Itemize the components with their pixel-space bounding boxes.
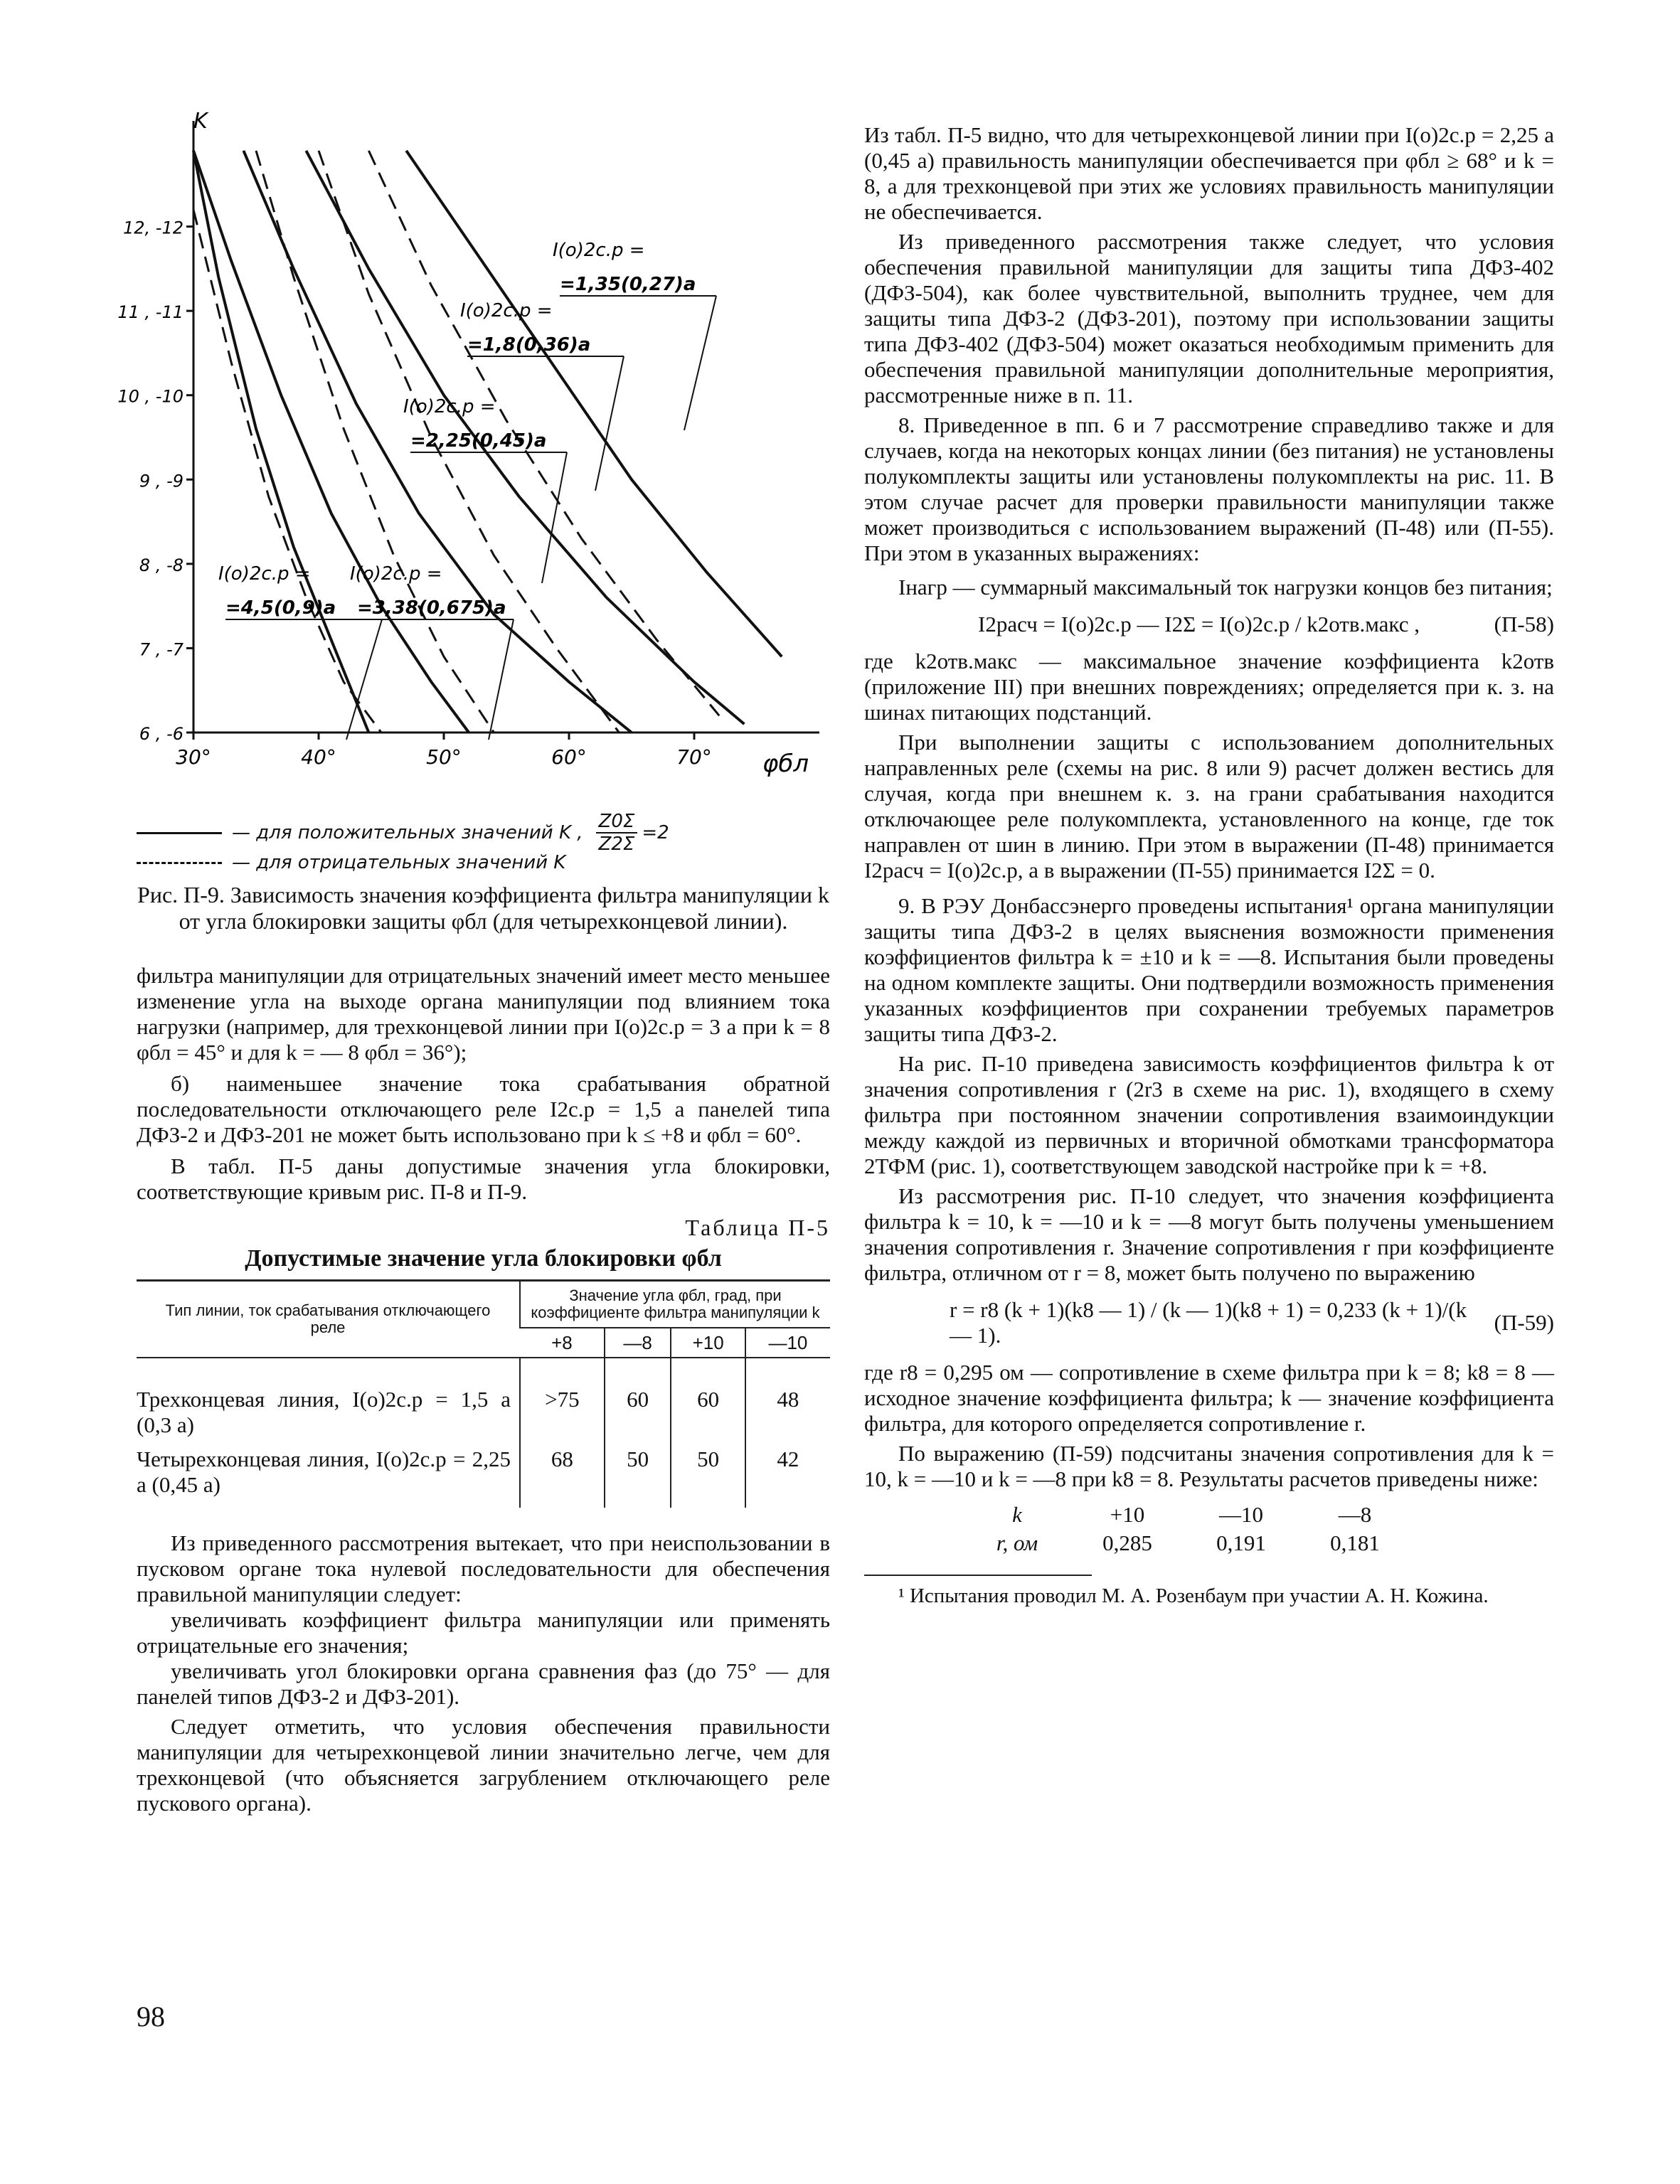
table-col-minus8: —8 — [605, 1328, 671, 1358]
table-cell: 50 — [605, 1442, 671, 1508]
y-tick-label: 12, -12 — [123, 218, 184, 238]
annotation-label-value: =4,5(0,9)a — [225, 597, 336, 619]
table-header-type: Тип линии, ток срабатывания отключающего реле — [165, 1301, 491, 1336]
table-p5 — [137, 1279, 830, 1508]
formula-p59-number: (П-59) — [1494, 1310, 1554, 1335]
footnote-divider — [864, 1575, 1092, 1576]
annotation-label-current: I(o)2c.p = — [553, 240, 645, 261]
annotation-label-current: I(o)2c.p = — [218, 563, 311, 585]
right-paragraph-2: Из приведенного рассмотрения также следует, что условия обеспечения правильной манипуляции для защиты типа ДФЗ-402 (ДФЗ-504), как более чувствительной, выполнить труднее, чем для защиты типа ДФЗ-2 (ДФЗ-201), поэтому при использовании защиты типа ДФЗ-402 (ДФЗ-504) может оказаться необходимым применить для обеспечения правильной манипуляции дополнительные мероприятия, рассмотренные ниже в п. 11. — [864, 229, 1554, 407]
table-cell: 50 — [671, 1442, 745, 1508]
right-paragraph-11: По выражению (П-59) подсчитаны значения сопротивления для k = 10, k = —10 и k = —8 при k8 = 8. Результаты расчетов приведены ниже: — [864, 1441, 1554, 1491]
x-tick-label: 40° — [301, 745, 336, 769]
legend-dashed-text: — для отрицательных значений K — [232, 852, 566, 873]
x-tick-label: 60° — [551, 745, 587, 769]
right-paragraph-3: 8. Приведенное в пп. 6 и 7 рассмотрение справедливо также и для случаев, когда на некоторых концах линии (без питания) не установлены полукомплекты защиты или установлены полукомплекты на рис. 11. В этом случае расчет для проверки правильности манипуляции также может производиться с использованием выражений (П-48) или (П-55). При этом в указанных выражениях: — [864, 412, 1554, 565]
left-paragraph-6: увеличивать угол блокировки органа сравнения фаз (до 75° — для панелей типов ДФЗ-2 и ДФЗ-201). — [137, 1658, 830, 1709]
legend-solid-text: — для положительных значений K , — [232, 822, 583, 843]
annotation-label-value: =2,25(0,45)a — [410, 430, 547, 452]
chart-tick-labels — [117, 218, 711, 769]
chart-gridlines — [186, 227, 694, 740]
annotation-label-value: =3,38(0,675)a — [357, 597, 506, 619]
results-r-value: 0,191 — [1216, 1530, 1266, 1555]
table-header-value: Значение угла φбл, град, при коэффициенте фильтра манипуляции k — [520, 1281, 830, 1328]
right-paragraph-9: Из рассмотрения рис. П-10 следует, что значения коэффициента фильтра k = 10, k = —10 и k = —8 могут быть получены уменьшением значения сопротивления r. Значение сопротивления r при коэффициенте фильтра, отличном от r = 8, может быть получено по выражению — [864, 1183, 1554, 1285]
results-k-label: k — [1012, 1502, 1022, 1527]
figure-caption: Рис. П-9. Зависимость значения коэффициента фильтра манипуляции k от угла блокировки защиты φбл (для четырехконцевой линии). — [137, 882, 829, 934]
annotation-label-current: I(o)2c.p = — [403, 396, 496, 417]
table-cell: 42 — [745, 1442, 830, 1508]
table-col-minus10: —10 — [745, 1328, 830, 1358]
left-paragraph-7: Следует отметить, что условия обеспечения правильности манипуляции для четырехконцевой линии значительно легче, чем для трехконцевой (что объясняется загрублением отключающего реле пускового органа). — [137, 1714, 830, 1816]
legend-ratio-eq: =2 — [642, 822, 669, 843]
formula-p58 — [864, 612, 1554, 637]
y-tick-label: 11 , -11 — [117, 302, 184, 323]
annotation-label-current: I(o)2c.p = — [460, 300, 553, 321]
formula-p58-body: I2расч = I(о)2с.р — I2Σ = I(о)2с.р / k2отв.макс , — [978, 612, 1420, 636]
formula-p59 — [864, 1297, 1554, 1348]
left-paragraph-3: В табл. П-5 даны допустимые значения угла блокировки, соответствующие кривым рис. П-8 и П-9. — [137, 1154, 830, 1204]
results-k-value: —8 — [1338, 1502, 1372, 1527]
page-number: 98 — [137, 2001, 165, 2033]
table-cell: 60 — [671, 1358, 745, 1442]
annotation-leader — [595, 356, 624, 491]
results-r-value: 0,285 — [1102, 1530, 1152, 1555]
chart-ylabel: K — [193, 109, 208, 134]
y-tick-label: 6 , -6 — [139, 724, 184, 744]
y-tick-label: 10 , -10 — [117, 386, 184, 407]
results-table — [964, 1502, 1554, 1556]
right-paragraph-4: Iнагр — суммарный максимальный ток нагрузки концов без питания; — [898, 575, 1553, 600]
results-k-value: +10 — [1110, 1502, 1145, 1527]
table-cell: 68 — [520, 1442, 605, 1508]
right-column — [864, 107, 1554, 1609]
table-col-plus10: +10 — [671, 1328, 745, 1358]
results-r-label: r, ом — [996, 1530, 1038, 1555]
table-row-name: Трехконцевая линия, I(о)2с.р = 1,5 а (0,3 а) — [137, 1387, 511, 1437]
right-paragraph-7: 9. В РЭУ Донбассэнерго проведены испытания¹ органа манипуляции защиты типа ДФЗ-2 в целях выяснения возможности применения коэффициентов фильтра k = ±10 и k = —8. Испытания были проведены на одном комплекте защиты. Они подтвердили возможность применения указанных коэффициентов при сохранении требуемых параметров защиты типа ДФЗ-2. — [864, 893, 1554, 1046]
y-tick-label: 9 , -9 — [139, 471, 184, 491]
x-tick-label: 70° — [676, 745, 712, 769]
table-cell: 60 — [605, 1358, 671, 1442]
y-tick-label: 7 , -7 — [139, 639, 184, 660]
left-paragraph-4: Из приведенного рассмотрения вытекает, что при неиспользовании в пусковом органе тока нулевой последовательности для обеспечения правильной манипуляции следует: — [137, 1530, 830, 1607]
chart-legend — [137, 797, 830, 875]
formula-p59-body: r = r8 (k + 1)(k8 — 1) / (k — 1)(k8 + 1) = 0,233 (k + 1)/(k — 1). — [950, 1297, 1467, 1348]
legend-dashed-swatch — [137, 862, 222, 864]
annotation-leader — [489, 619, 514, 740]
results-r-value: 0,181 — [1330, 1530, 1380, 1555]
right-paragraph-10: где r8 = 0,295 ом — сопротивление в схеме фильтра при k = 8; k8 = 8 — исходное значение коэффициента фильтра; k — значение коэффициента фильтра, для которого определяется сопротивление r. — [864, 1360, 1554, 1436]
table-row — [137, 1358, 830, 1442]
y-tick-label: 8 , -8 — [139, 555, 184, 575]
legend-ratio-den: Z2Σ — [598, 833, 635, 855]
table-cell: 48 — [745, 1358, 830, 1442]
legend-ratio-num: Z0Σ — [596, 811, 638, 833]
x-tick-label: 50° — [426, 745, 462, 769]
left-paragraph-2: б) наименьшее значение тока срабатывания обратной последовательности отключающего реле I2с.р = 1,5 а панелей типа ДФЗ-2 и ДФЗ-201 не может быть использовано при k ≤ +8 и φбл = 60°. — [137, 1071, 830, 1147]
right-paragraph-5: где k2отв.макс — максимальное значение коэффициента k2отв (приложение III) при внешних повреждениях; определяется при к. з. на шинах питающих подстанций. — [864, 649, 1554, 725]
annotation-leader — [684, 296, 716, 430]
results-k-value: —10 — [1219, 1502, 1263, 1527]
x-tick-label: 30° — [176, 745, 211, 769]
left-paragraph-1: фильтра манипуляции для отрицательных значений имеет место меньшее изменение угла на выходе органа манипуляции под влиянием тока нагрузки (например, для трехконцевой линии при I(о)2с.р = 3 а при k = 8 φбл = 45° и для k = — 8 φбл = 36°); — [137, 963, 830, 1065]
annotation-label-current: I(o)2c.p = — [350, 563, 442, 585]
annotation-label-value: =1,8(0,36)a — [467, 334, 591, 356]
left-column — [117, 107, 830, 1816]
right-paragraph-1: Из табл. П-5 видно, что для четырехконцевой линии при I(о)2с.р = 2,25 а (0,45 а) правильность манипуляции обеспечивается при φбл ≥ 68° и k = 8, а для трехконцевой при этих же условиях правильность манипуляции не обеспечивается. — [864, 122, 1554, 224]
table-title: Допустимые значение угла блокировки φбл — [245, 1245, 722, 1272]
left-paragraph-5: увеличивать коэффициент фильтра манипуляции или применять отрицательные его значения; — [137, 1607, 830, 1658]
chart-axes — [193, 121, 819, 733]
chart-k-vs-phi — [117, 107, 830, 811]
legend-solid-swatch — [137, 832, 222, 834]
table-col-plus8: +8 — [551, 1332, 573, 1353]
right-paragraph-8: На рис. П-10 приведена зависимость коэффициентов фильтра k от значения сопротивления r (2r3 в схеме на рис. 1), входящего в схему фильтра при постоянном значении сопротивления взаимоиндукции между каждой из первичных и вторичной обмотками трансформатора 2ТФМ (рис. 1), соответствующем заводской настройке при k = +8. — [864, 1051, 1554, 1178]
right-paragraph-6: При выполнении защиты с использованием дополнительных направленных реле (схемы на рис. 8 или 9) расчет должен вестись для случая, когда при внешнем к. з. на грани срабатывания находится отключающее реле полукомплекта, установленного на конце, где ток направлен от шин в линию. При этом в выражении (П-48) принимается I2расч = I(о)2с.р, а в выражении (П-55) принимается I2Σ = 0. — [864, 730, 1554, 883]
table-row — [137, 1442, 830, 1508]
formula-p58-number: (П-58) — [1494, 612, 1554, 636]
annotation-label-value: =1,35(0,27)a — [560, 274, 696, 295]
table-cell: >75 — [520, 1358, 605, 1442]
annotation-leader — [542, 452, 567, 583]
chart-xlabel: φбл — [762, 750, 809, 778]
table-row-name: Четырехконцевая линия, I(о)2с.р = 2,25 а (0,45 а) — [137, 1447, 511, 1497]
table-caption: Таблица П-5 — [685, 1215, 830, 1240]
footnote: ¹ Испытания проводил М. А. Розенбаум при участии А. Н. Кожина. — [898, 1584, 1489, 1607]
